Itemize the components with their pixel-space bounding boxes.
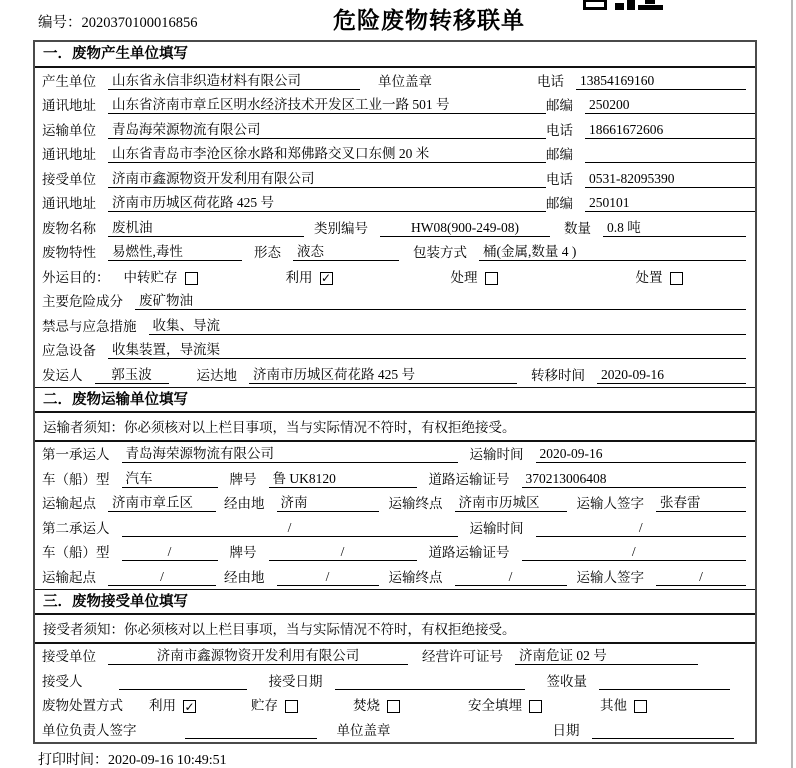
transporter-notice: 运输者须知：你必须核对以上栏目事项，当与实际情况不符时，有权拒绝接受。	[35, 413, 755, 442]
terminal-label: 运输终点	[388, 569, 443, 585]
producer-address-field: 山东省济南市章丘区明水经济技术开发区工业一路 501 号	[108, 97, 546, 114]
date-label: 日期	[552, 722, 580, 738]
zip-label: 邮编	[546, 98, 573, 113]
receiver-label: 接受单位	[42, 171, 96, 187]
origin2-field: /	[108, 569, 216, 586]
row-waste-name	[35, 215, 755, 240]
equipment-label: 应急设备	[42, 343, 96, 358]
plate1-field: 鲁 UK8120	[269, 471, 417, 488]
zip-label: 邮编	[546, 147, 573, 162]
vehicle-type-label: 车（船）型	[42, 471, 110, 487]
purpose-option-utilize	[286, 266, 333, 286]
property-label: 废物特性	[42, 245, 96, 260]
category-field: HW08(900-249-08)	[380, 220, 550, 237]
hazard-field: 废矿物油	[135, 293, 746, 310]
via-label: 经由地	[224, 496, 265, 511]
producer-label: 产生单位	[42, 73, 96, 89]
measures-field: 收集、导流	[149, 318, 747, 335]
accept-date-label: 接受日期	[268, 673, 323, 689]
row-acceptance	[35, 668, 755, 693]
date-field	[592, 722, 735, 739]
section3-title: 三．废物接受单位填写	[35, 589, 755, 615]
receiver-zip-field: 250101	[585, 195, 755, 212]
unit-seal-label: 单位盖章	[336, 722, 391, 738]
row-producer	[35, 68, 755, 93]
receiver-field: 济南市鑫源物资开发利用有限公司	[108, 171, 546, 188]
producer-field: 山东省永信非织造材料有限公司	[108, 73, 360, 90]
carrier1-label: 第一承运人	[42, 447, 110, 462]
carrier2-label: 第二承运人	[42, 520, 110, 536]
purpose-option-dispose	[636, 266, 683, 286]
consignor-label: 发运人	[42, 367, 83, 383]
road-license-label: 道路运输证号	[428, 545, 510, 560]
purpose-option-treat	[451, 266, 498, 286]
transporter-address-field: 山东省青岛市李沧区徐水路和郑佛路交叉口东侧 20 米	[108, 146, 546, 163]
signed-qty-field	[599, 673, 730, 690]
disposal-option-incinerate	[353, 694, 400, 714]
road-license1-field: 370213006408	[522, 471, 747, 488]
via-label: 经由地	[224, 569, 265, 585]
row-route1	[35, 491, 755, 516]
receiver-notice: 接受者须知：你必须核对以上栏目事项，当与实际情况不符时，有权拒绝接受。	[35, 615, 755, 644]
via2-field: /	[277, 569, 379, 586]
purpose-label: 外运目的：	[42, 269, 110, 285]
waste-name-field: 废机油	[108, 220, 304, 237]
quantity-field: 0.8 吨	[603, 220, 746, 237]
terminal-label: 运输终点	[388, 496, 443, 511]
destination-label: 运达地	[196, 367, 237, 383]
packing-label: 包装方式	[413, 245, 467, 260]
row-dispatch	[35, 362, 755, 387]
address-label: 通讯地址	[42, 196, 96, 211]
transport-time2-field: /	[536, 520, 747, 537]
print-time-value: 2020-09-16 10:49:51	[108, 753, 227, 768]
phone-label: 电话	[546, 171, 573, 187]
vehicle-type2-field: /	[122, 544, 218, 561]
row-first-carrier	[35, 442, 755, 467]
purpose-option-storage	[124, 266, 198, 286]
row-route2	[35, 564, 755, 589]
row-receiver	[35, 166, 755, 191]
checkbox-label: 安全填埋	[468, 698, 522, 713]
checkbox-label: 贮存	[251, 698, 278, 713]
permit-field: 济南危证 02 号	[515, 648, 698, 665]
checkbox-icon	[670, 272, 683, 285]
packing-field: 桶(金属,数量 4 )	[479, 244, 746, 261]
transporter-zip-field	[585, 146, 755, 163]
plate-label: 牌号	[229, 545, 257, 560]
phone-label: 电话	[546, 122, 573, 138]
form-field: 液态	[293, 244, 399, 261]
destination-field: 济南市历城区荷花路 425 号	[249, 367, 517, 384]
page-title: 危险废物转移联单	[333, 8, 525, 33]
checkbox-icon	[529, 700, 542, 713]
transporter-sign-label: 运输人签字	[576, 569, 644, 585]
transporter-sign-label: 运输人签字	[576, 496, 644, 511]
row-waste-property	[35, 240, 755, 265]
head-sign-field	[185, 722, 317, 739]
disposal-option-utilize	[149, 694, 196, 714]
transporter-phone-field: 18661672606	[585, 122, 755, 139]
page-edge-line	[791, 0, 793, 768]
transporter-label: 运输单位	[42, 122, 96, 138]
transfer-time-field: 2020-09-16	[597, 367, 746, 384]
transport-time-label: 运输时间	[469, 520, 524, 536]
measures-label: 禁忌与应急措施	[42, 318, 137, 334]
address-label: 通讯地址	[42, 147, 96, 162]
hazard-label: 主要危险成分	[42, 294, 123, 309]
checkbox-label: 处理	[450, 269, 478, 285]
checkbox-checked-icon: ✓	[320, 271, 332, 285]
row-unit-signature	[35, 717, 755, 742]
row-producer-address	[35, 93, 755, 118]
form-label: 形态	[254, 245, 281, 260]
producer-zip-field: 250200	[585, 97, 755, 114]
checkbox-label: 利用	[149, 698, 176, 713]
disposal-option-other	[600, 694, 647, 714]
qr-code-partial-icon	[583, 0, 663, 10]
address-label: 通讯地址	[42, 98, 96, 113]
vehicle-type1-field: 汽车	[122, 471, 218, 488]
road-license-label: 道路运输证号	[428, 471, 510, 487]
checkbox-label: 焚烧	[353, 698, 380, 713]
checkbox-checked-icon: ✓	[184, 699, 195, 714]
print-time	[38, 749, 227, 768]
document-number-label: 编号：	[38, 15, 82, 31]
document-number	[38, 11, 198, 32]
row-vehicle2	[35, 540, 755, 565]
checkbox-label: 处置	[635, 269, 663, 285]
row-emergency-measures	[35, 313, 755, 338]
origin-label: 运输起点	[42, 569, 96, 585]
vehicle-type-label: 车（船）型	[42, 545, 110, 560]
row-hazard-component	[35, 289, 755, 314]
road-license2-field: /	[522, 544, 747, 561]
receiver-phone-field: 0531-82095390	[585, 171, 755, 188]
producer-phone-field: 13854169160	[576, 73, 746, 90]
disposal-label: 废物处置方式	[42, 698, 123, 713]
consignor-field: 郭玉波	[95, 367, 169, 384]
accept-date-field	[335, 673, 525, 690]
head-sign-label: 单位负责人签字	[42, 722, 137, 738]
transporter-sign2-field: /	[656, 569, 746, 586]
row-accept-unit	[35, 644, 755, 669]
row-receiver-address	[35, 191, 755, 216]
zip-label: 邮编	[546, 196, 573, 211]
row-second-carrier	[35, 515, 755, 540]
equipment-field: 收集装置，导流渠	[108, 342, 746, 359]
checkbox-icon	[387, 700, 400, 713]
transporter-sign1-field: 张春雷	[656, 495, 746, 512]
property-field: 易燃性,毒性	[108, 244, 242, 261]
row-transporter	[35, 117, 755, 142]
acceptor-field	[119, 673, 247, 690]
via1-field: 济南	[277, 495, 379, 512]
transport-time-label: 运输时间	[469, 447, 524, 462]
origin-label: 运输起点	[42, 496, 96, 511]
plate2-field: /	[269, 544, 417, 561]
checkbox-label: 其他	[600, 698, 627, 713]
row-emergency-equipment	[35, 338, 755, 363]
accept-unit-field: 济南市鑫源物资开发利用有限公司	[108, 648, 408, 665]
checkbox-icon	[285, 700, 298, 713]
checkbox-icon	[485, 272, 498, 285]
carrier2-field: /	[122, 520, 458, 537]
row-transporter-address	[35, 142, 755, 167]
transport-time1-field: 2020-09-16	[536, 446, 747, 463]
carrier1-field: 青岛海荣源物流有限公司	[122, 446, 458, 463]
transfer-time-label: 转移时间	[531, 367, 585, 383]
terminal1-field: 济南市历城区	[455, 495, 567, 512]
waste-name-label: 废物名称	[42, 220, 96, 236]
unit-seal-label: 单位盖章	[378, 73, 432, 89]
accept-unit-label: 接受单位	[42, 649, 96, 664]
terminal2-field: /	[455, 569, 567, 586]
transporter-field: 青岛海荣源物流有限公司	[108, 122, 546, 139]
plate-label: 牌号	[229, 471, 257, 487]
signed-qty-label: 签收量	[546, 673, 587, 689]
print-time-label: 打印时间：	[38, 753, 108, 768]
permit-label: 经营许可证号	[422, 649, 503, 664]
document-number-value: 2020370100016856	[81, 15, 198, 31]
manifest-form	[33, 40, 757, 744]
category-label: 类别编号	[314, 220, 368, 236]
quantity-label: 数量	[564, 220, 591, 236]
row-disposal-method	[35, 693, 755, 718]
disposal-option-landfill	[468, 694, 542, 714]
checkbox-label: 利用	[285, 269, 313, 285]
origin1-field: 济南市章丘区	[108, 495, 216, 512]
checkbox-icon	[185, 272, 198, 285]
section1-title: 一．废物产生单位填写	[35, 42, 755, 68]
acceptor-label: 接受人	[42, 673, 83, 689]
checkbox-label: 中转贮存	[123, 269, 178, 285]
phone-label: 电话	[537, 73, 564, 89]
row-vehicle1	[35, 466, 755, 491]
checkbox-icon	[634, 700, 647, 713]
disposal-option-store	[251, 694, 298, 714]
receiver-address-field: 济南市历城区荷花路 425 号	[108, 195, 546, 212]
row-transfer-purpose	[35, 264, 755, 289]
section2-title: 二．废物运输单位填写	[35, 387, 755, 413]
